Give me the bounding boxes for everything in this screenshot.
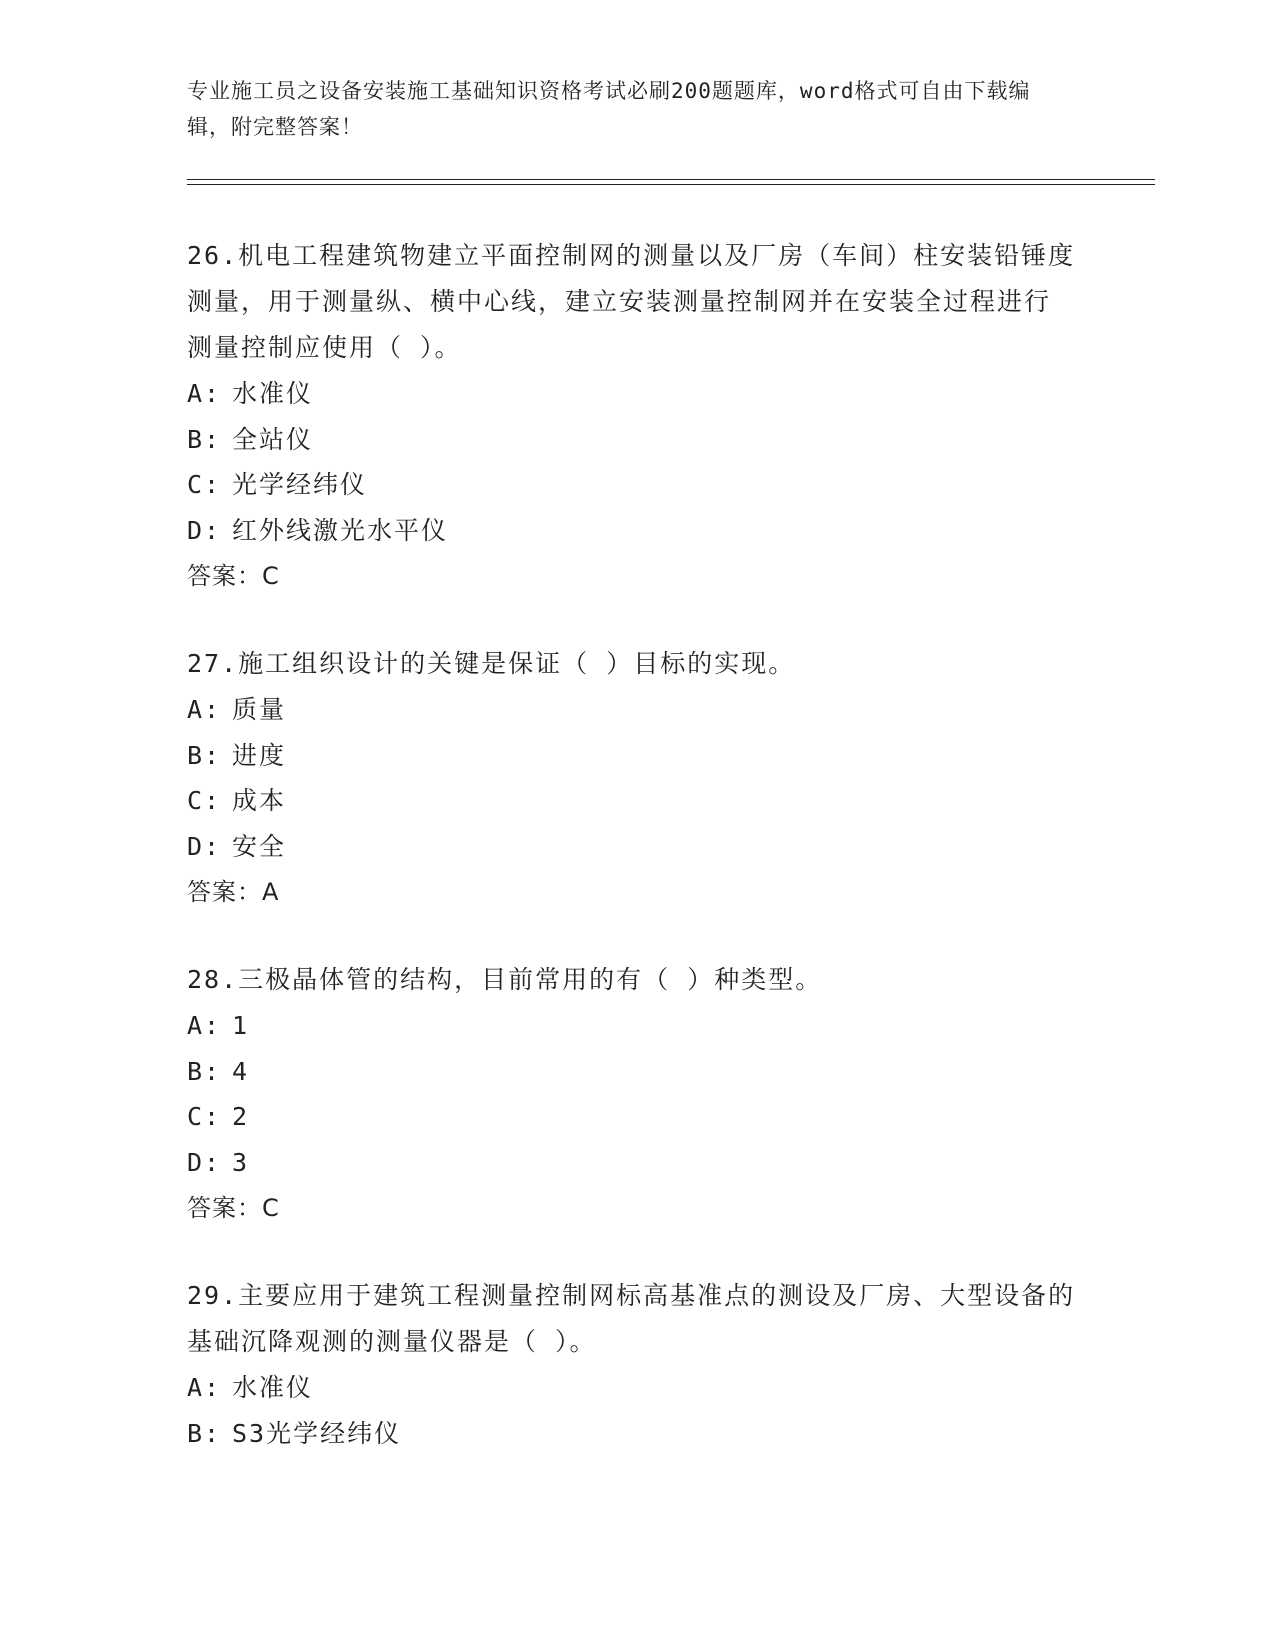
option-key: C:: [187, 786, 222, 815]
answer-option: [187, 1411, 1077, 1457]
option-text: 水准仪: [232, 379, 314, 408]
answer-option: [187, 1365, 1077, 1411]
answer-option: [187, 417, 1077, 463]
option-text: S3光学经纬仪: [232, 1418, 402, 1448]
option-text: 进度: [232, 740, 287, 770]
question-list: [187, 233, 1077, 1498]
answer-line: 答案：C: [187, 562, 280, 590]
question-item: [187, 1273, 1077, 1456]
header-rule-bottom: [187, 184, 1155, 185]
answer-option: [187, 778, 1077, 824]
option-key: B:: [187, 740, 222, 770]
option-key: A:: [187, 1373, 222, 1402]
question-number: 27.: [187, 649, 239, 678]
answer-line: 答案：A: [187, 878, 280, 906]
question-number: 28.: [187, 965, 239, 994]
question-text: [187, 233, 1077, 371]
question-text: [187, 957, 1077, 1003]
answer-option: [187, 1049, 1077, 1095]
option-key: D:: [187, 831, 222, 861]
question-number: 26.: [187, 241, 239, 270]
option-text: 红外线激光水平仪: [232, 515, 449, 545]
question-body: 主要应用于建筑工程测量控制网标高基准点的测设及厂房、大型设备的基础沉降观测的测量仪器是（ ）。: [187, 1281, 1076, 1356]
option-key: C:: [187, 470, 222, 499]
document-header: 专业施工员之设备安装施工基础知识资格考试必刷200题题库，word格式可自由下载编辑，附完整答案！: [187, 79, 1031, 139]
option-key: B:: [187, 424, 222, 454]
option-text: 1: [232, 1011, 250, 1040]
answer-option: [187, 1094, 1077, 1140]
option-key: D:: [187, 1147, 222, 1177]
question-body: 施工组织设计的关键是保证（ ）目标的实现。: [238, 649, 796, 678]
option-text: 光学经纬仪: [232, 470, 368, 499]
question-body: 三极晶体管的结构，目前常用的有（ ）种类型。: [238, 965, 823, 994]
option-text: 3: [232, 1147, 250, 1177]
option-key: A:: [187, 1011, 222, 1040]
question-number: 29.: [187, 1281, 239, 1310]
option-text: 水准仪: [232, 1373, 314, 1402]
answer-line: 答案：C: [187, 1194, 280, 1222]
option-key: D:: [187, 515, 222, 545]
option-key: C:: [187, 1102, 222, 1131]
option-text: 2: [232, 1102, 250, 1131]
answer-option: [187, 1003, 1077, 1049]
header-rule-top: [187, 179, 1155, 180]
option-text: 全站仪: [232, 424, 314, 454]
option-key: B:: [187, 1056, 222, 1086]
question-item: [187, 641, 1077, 915]
option-key: A:: [187, 695, 222, 724]
option-text: 4: [232, 1056, 250, 1086]
answer-option: [187, 1140, 1077, 1186]
option-text: 成本: [232, 786, 287, 815]
answer-option: [187, 508, 1077, 554]
question-item: [187, 957, 1077, 1231]
question-text: [187, 1273, 1077, 1365]
answer-option: [187, 462, 1077, 508]
question-item: [187, 233, 1077, 599]
option-text: 安全: [232, 831, 287, 861]
answer-option: [187, 824, 1077, 870]
answer-option: [187, 733, 1077, 779]
question-body: 机电工程建筑物建立平面控制网的测量以及厂房（车间）柱安装铅锤度测量，用于测量纵、横中心线，建立安装测量控制网并在安装全过程进行测量控制应使用（ ）。: [187, 241, 1076, 362]
option-key: A:: [187, 379, 222, 408]
answer-option: [187, 371, 1077, 417]
option-text: 质量: [232, 695, 287, 724]
option-key: B:: [187, 1418, 222, 1448]
answer-option: [187, 687, 1077, 733]
question-text: [187, 641, 1077, 687]
